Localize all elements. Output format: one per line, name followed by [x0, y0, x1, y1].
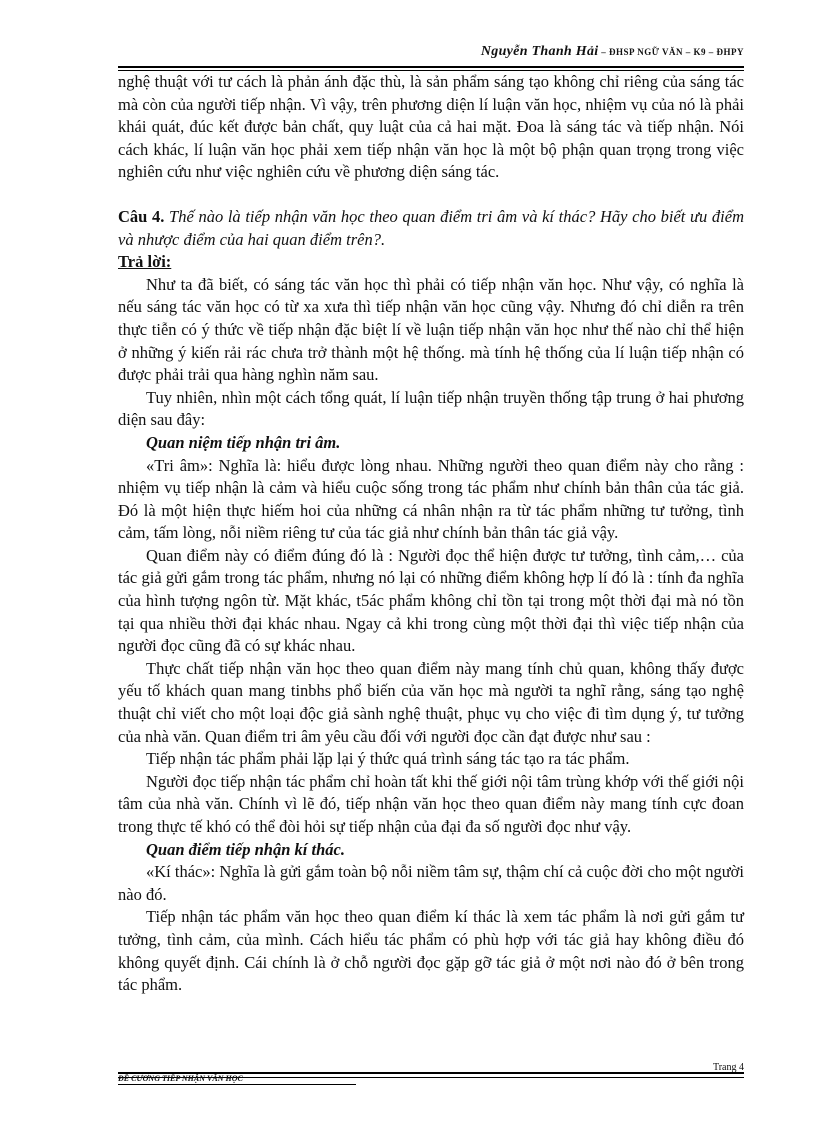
paragraph: Như ta đã biết, có sáng tác văn học thì phải có tiếp nhận văn học. Như vậy, có nghĩa là nếu sáng tác văn học có từ xa xưa thì tiếp nhận văn học cũng vậy. Nhưng đó chỉ diễn ra trên thực tiễn có ý thức về tiếp nhận đặc biệt lí về luận tiếp nhận văn học như thế nào chỉ thể hiện ở những ý kiến rải rác chưa trở thành một hệ thống. mà tính hệ thống của lí luận tiếp nhận có được phải trải qua hàng nghìn năm sau.	[118, 274, 744, 385]
paragraph: Quan điểm này có điểm đúng đó là : Người đọc thể hiện được tư tưởng, tình cảm,… của tác giả gửi gắm trong tác phẩm, nhưng nó lại có những điểm không hợp lí đó là : tính đa nghĩa của hình tượng ngôn từ. Mặt khác, t5ác phẩm không chỉ tồn tại trong một thời đại mà nó tồn tại qua nhiều thời đại khác nhau. Ngay cả khi trong cùng một thời đại thì việc tiếp nhận của người đọc cũng đã có sự khác nhau.	[118, 545, 744, 656]
document-body	[118, 71, 744, 997]
subheading-text: Quan điểm tiếp nhận kí thác	[146, 839, 341, 859]
subheading: Quan điểm tiếp nhận kí thác.	[146, 839, 345, 859]
page-footer	[118, 1062, 744, 1084]
subheading-text: Quan niệm tiếp nhận tri âm	[146, 432, 337, 452]
paragraph: Tiếp nhận tác phẩm văn học theo quan điểm kí thác là xem tác phẩm là nơi gửi gắm tư tưởng, tình cảm, của mình. Cách hiểu tác phẩm có phù hợp với tác giả hay không điều đó không quyết định. Cái chính là ở chỗ người đọc gặp gỡ tác giả ở một nơi nào đó ở bên trong tác phẩm.	[118, 907, 744, 995]
question	[118, 206, 744, 251]
page-number: Trang 4	[712, 1062, 744, 1073]
header-affiliation: – ĐHSP NGỮ VĂN – K9 – ĐHPY	[598, 47, 744, 57]
paragraph: nghệ thuật với tư cách là phản ánh đặc thù, là sản phẩm sáng tạo không chỉ riêng của sáng tác mà còn của người tiếp nhận. Vì vậy, trên phương diện lí luận văn học, nhiệm vụ của nó là phải khái quát, đúc kết được bản chất, quy luật của cả hai mặt. Đoa là sáng tác và tiếp nhận. Nói cách khác, lí luận văn học phải xem tiếp nhận văn học là một bộ phận quan trọng trong việc nghiên cứu như việc nghiên cứu về phương diện sáng tác.	[118, 72, 744, 182]
header-rule	[118, 66, 744, 68]
header-author: Nguyễn Thanh Hải	[480, 44, 599, 59]
footer-title: ĐỀ CƯƠNG TIẾP NHẬN VĂN HỌC	[118, 1074, 243, 1083]
header-text	[481, 44, 744, 60]
question-label: Câu 4.	[118, 206, 165, 226]
paragraph: Tuy nhiên, nhìn một cách tổng quát, lí luận tiếp nhận truyền thống tập trung ở hai phương diện sau đây:	[118, 387, 744, 430]
paragraph: «Tri âm»: Nghĩa là: hiểu được lòng nhau. Những người theo quan điểm này cho rằng : nhiệm vụ tiếp nhận là cảm và hiểu cuộc sống trong tác phẩm như chính bản thân của tác giả. Đó là một hiện thực hiếm hoi của những cá nhân nhận ra từ tác phẩm những tư tưởng, tình cảm, tấm lòng, nỗi niềm riêng tư của tác giả như chính bản thân tác giả vậy.	[118, 455, 744, 543]
answer-heading	[118, 251, 744, 274]
page-header	[118, 44, 744, 72]
paragraph: Thực chất tiếp nhận văn học theo quan điểm này mang tính chủ quan, không thấy được yếu tố khách quan mang tinbhs phổ biến của văn học mà người ta nghĩ rằng, sáng tạo nghệ thuật chỉ viết cho một loại độc giả sành nghệ thuật, phục vụ cho việc đi tìm dụng ý, tư tưởng của nhà văn. Quan điểm tri âm yêu cầu đối với người đọc cần đạt được như sau :	[118, 658, 744, 746]
paragraph: Tiếp nhận tác phẩm phải lặp lại ý thức quá trình sáng tác tạo ra tác phẩm.	[146, 749, 630, 769]
paragraph: «Kí thác»: Nghĩa là gửi gắm toàn bộ nỗi niềm tâm sự, thậm chí cả cuộc đời cho một người nào đó.	[118, 862, 744, 904]
question-text: Thế nào là tiếp nhận văn học theo quan điểm tri âm và kí thác? Hãy cho biết ưu điểm và nhược điểm của hai quan điểm trên?.	[118, 206, 744, 249]
paragraph: Người đọc tiếp nhận tác phẩm chỉ hoàn tất khi thế giới nội tâm trùng khớp với thế giới nội tâm của nhà văn. Chính vì lẽ đó, tiếp nhận văn học theo quan điểm này mang tính cực đoan trong thực tế khó có thể đòi hỏi sự tiếp nhận của đại đa số người đọc như vậy.	[118, 771, 744, 836]
footer-underline	[118, 1084, 356, 1085]
answer-label: Trả lời:	[118, 252, 172, 272]
subheading: Quan niệm tiếp nhận tri âm.	[146, 432, 341, 452]
